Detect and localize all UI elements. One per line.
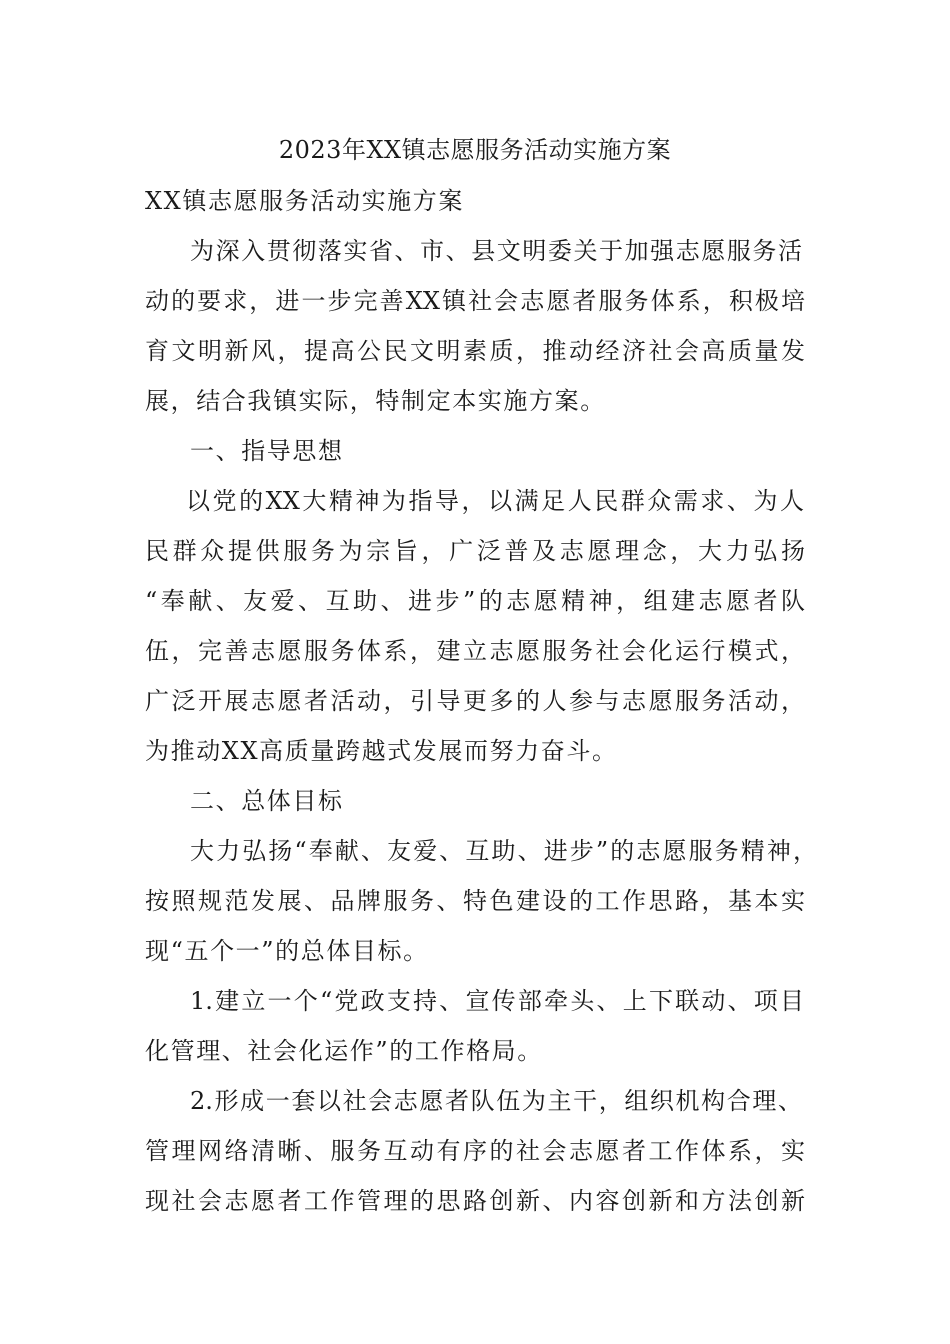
document-subtitle: XX镇志愿服务活动实施方案: [145, 187, 464, 215]
paragraph-line: 大力弘扬“奉献、友爱、互助、进步”的志愿服务精神，: [190, 837, 817, 865]
paragraph-line: 广泛开展志愿者活动，引导更多的人参与志愿服务活动，: [145, 687, 805, 715]
paragraph-line: 按照规范发展、品牌服务、特色建设的工作思路，基本实: [145, 887, 805, 915]
paragraph-line: 以党的XX大精神为指导，以满足人民群众需求、为人: [186, 487, 804, 515]
list-item-line: 管理网络清晰、服务互动有序的社会志愿者工作体系，实: [145, 1137, 805, 1165]
list-item-line: 2.形成一套以社会志愿者队伍为主干，组织机构合理、: [190, 1087, 802, 1115]
intro-line: 动的要求，进一步完善XX镇社会志愿者服务体系，积极培: [145, 287, 805, 315]
section-heading: 二、总体目标: [190, 787, 344, 815]
intro-line: 展，结合我镇实际，特制定本实施方案。: [145, 387, 606, 415]
list-item-line: 1.建立一个“党政支持、宣传部牵头、上下联动、项目: [190, 987, 804, 1015]
section-heading: 一、指导思想: [190, 437, 344, 465]
paragraph-line: 现“五个一”的总体目标。: [145, 937, 429, 965]
intro-line: 育文明新风，提高公民文明素质，推动经济社会高质量发: [145, 337, 805, 365]
list-item-line: 现社会志愿者工作管理的思路创新、内容创新和方法创新: [145, 1187, 805, 1215]
paragraph-line: 为推动XX高质量跨越式发展而努力奋斗。: [145, 737, 618, 765]
paragraph-line: “奉献、友爱、互助、进步”的志愿精神，组建志愿者队: [145, 587, 805, 615]
document-title: 2023年XX镇志愿服务活动实施方案: [278, 136, 672, 164]
intro-line: 为深入贯彻落实省、市、县文明委关于加强志愿服务活: [190, 237, 802, 265]
paragraph-line: 伍，完善志愿服务体系，建立志愿服务社会化运行模式，: [145, 637, 805, 665]
paragraph-line: 民群众提供服务为宗旨，广泛普及志愿理念，大力弘扬: [145, 537, 805, 565]
list-item-line: 化管理、社会化运作”的工作格局。: [145, 1037, 543, 1065]
